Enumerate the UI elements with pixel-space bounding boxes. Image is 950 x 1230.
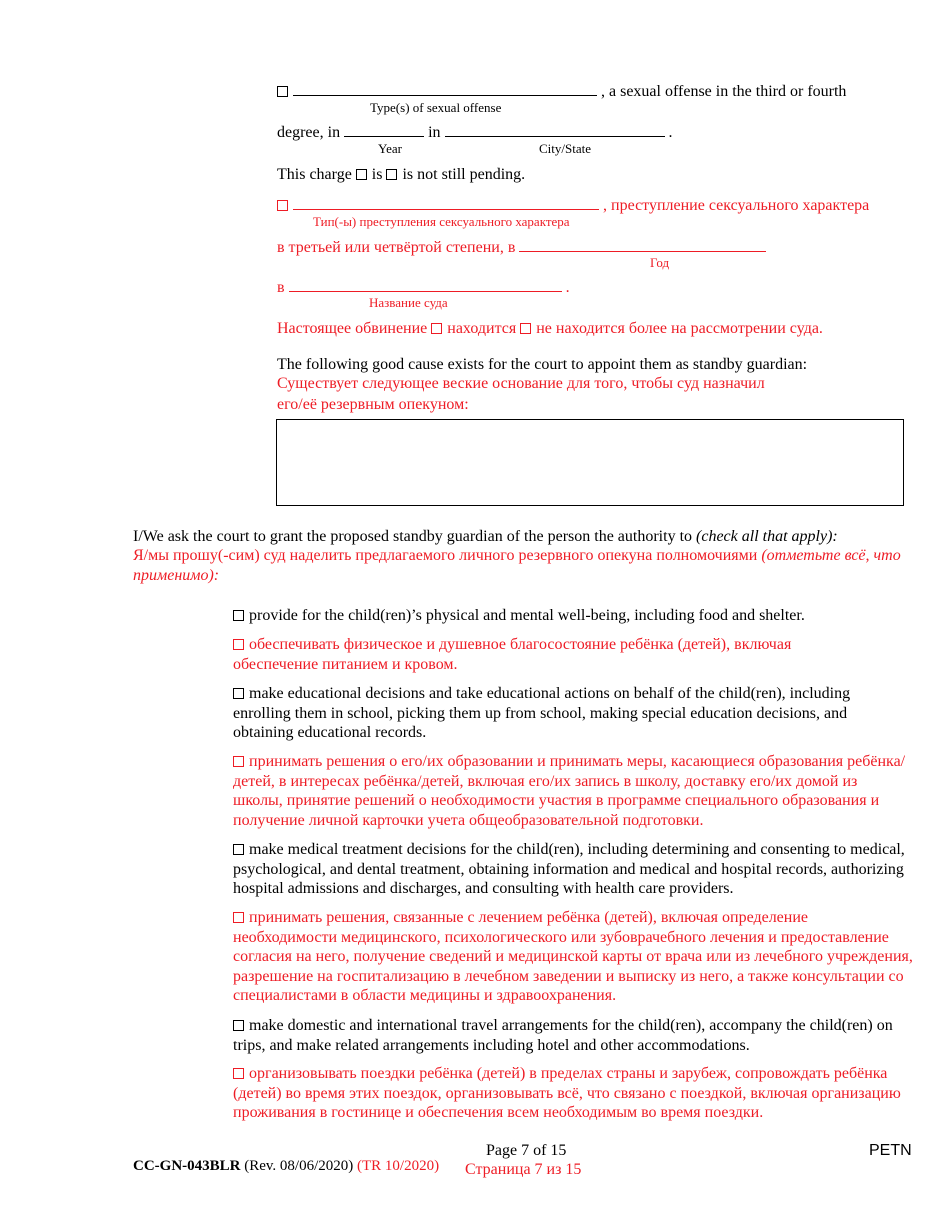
option-3-ru xyxy=(233,908,913,1006)
request-en-text: I/We ask the court to grant the proposed standby guardian of the person the authority to xyxy=(133,528,693,545)
offense-type-caption-ru: Тип(-ы) преступления сексуального характера xyxy=(313,214,570,229)
option-1-text-en: provide for the child(ren)’s physical and mental well-being, including food and shelter. xyxy=(249,607,805,624)
page-number-en: Page 7 of 15 xyxy=(486,1142,567,1159)
request-en-note: (check all that apply): xyxy=(696,528,838,545)
is-label-ru: находится xyxy=(447,320,517,337)
option-3-text-ru: принимать решения, связанные с лечением ребёнка (детей), включая определение необходимости медицинского, психологического или зубоврачебного лечения и предоставление согласия на него, получение сведений и медицинской карты от врача или из лечебного учреждения, разрешение на госпитализацию в лечебном заведении и выписку из него, а также консультации со специалистами в области медицины и здравоохранения. xyxy=(233,909,913,1004)
is-not-label-ru: не находится более на рассмотрении суда. xyxy=(536,320,823,337)
degree-prefix-ru: в третьей или четвёртой степени, в xyxy=(277,239,516,256)
option-2-text-ru: принимать решения о его/их образовании и принимать меры, касающиеся образования ребёнка/детей, в интересах ребёнка/детей, включая его/их запись в школу, доставку его/их домой из школы, принятие решений о необходимости участия в программе специального образования и получение личной карточки учета общеобразовательной подготовки. xyxy=(233,753,906,829)
form-id-line xyxy=(133,1157,439,1176)
option-3-checkbox-ru[interactable] xyxy=(233,912,244,923)
offense-type-field-en[interactable] xyxy=(293,81,597,96)
request-ru-text: Я/мы прошу(-сим) суд наделить предлагаемого личного резервного опекуна полномочиями xyxy=(133,547,758,564)
form-code: PETN xyxy=(869,1142,912,1159)
offense-type-caption-en: Type(s) of sexual offense xyxy=(370,100,502,115)
option-2-en xyxy=(233,684,903,743)
is-not-label-en: is not still pending. xyxy=(402,166,526,183)
option-2-ru xyxy=(233,752,908,830)
year-field-ru[interactable] xyxy=(519,237,766,252)
offense-type-line-en xyxy=(277,81,846,101)
form-revision: (Rev. 08/06/2020) xyxy=(244,1158,354,1174)
good-cause-ru-line1: Существует следующее веские основание для того, чтобы суд назначил xyxy=(277,375,765,392)
offense-type-field-ru[interactable] xyxy=(293,195,599,210)
offense-suffix-en: , a sexual offense in the third or fourth xyxy=(601,83,847,100)
offense-suffix-ru: , преступление сексуального характера xyxy=(603,197,870,214)
option-1-checkbox-ru[interactable] xyxy=(233,639,244,650)
form-translation-rev: (TR 10/2020) xyxy=(357,1158,440,1174)
pending-prefix-en: This charge xyxy=(277,166,352,183)
city-caption-en: City/State xyxy=(539,141,591,156)
request-ru-note: (отметьте всё, что применимо): xyxy=(133,547,901,584)
pending-prefix-ru: Настоящее обвинение xyxy=(277,320,428,337)
offense-checkbox-en[interactable] xyxy=(277,86,288,97)
option-4-checkbox-en[interactable] xyxy=(233,1020,244,1031)
option-4-text-en: make domestic and international travel arrangements for the child(ren), accompany the child(ren) on trips, and make related arrangements including hotel and other accommodations. xyxy=(233,1017,893,1054)
city-state-field-en[interactable] xyxy=(445,122,665,137)
good-cause-en: The following good cause exists for the court to appoint them as standby guardian: xyxy=(277,356,808,373)
court-field-ru[interactable] xyxy=(289,277,562,292)
option-2-text-en: make educational decisions and take educational actions on behalf of the child(ren), including enrolling them in school, picking them up from school, making special education decisions, and obtaining educational records. xyxy=(233,685,851,741)
option-4-text-ru: организовывать поездки ребёнка (детей) в пределах страны и зарубеж, сопровождать ребёнка (детей) во время этих поездок, организовывать всё, что связано с поездкой, включая организацию проживания в гостинице и обеспечения всем необходимым во время поездки. xyxy=(233,1065,901,1121)
request-en xyxy=(133,527,838,546)
option-3-text-en: make medical treatment decisions for the child(ren), including determining and consenting to medical, psychological, and dental treatment, obtaining information and medical and hospital records, authorizing hospital admissions and discharges, and consulting with health care providers. xyxy=(233,841,905,897)
year-caption-en: Year xyxy=(378,141,402,156)
option-1-en xyxy=(233,606,923,626)
good-cause-text-box[interactable] xyxy=(276,419,904,506)
option-3-en xyxy=(233,840,918,899)
in-word-en: in xyxy=(428,124,441,141)
option-1-ru xyxy=(233,635,873,674)
offense-checkbox-ru[interactable] xyxy=(277,200,288,211)
option-4-en xyxy=(233,1016,903,1055)
is-not-pending-checkbox-en[interactable] xyxy=(386,169,397,180)
option-2-checkbox-ru[interactable] xyxy=(233,756,244,767)
form-id: CC-GN-043BLR xyxy=(133,1158,241,1174)
is-pending-checkbox-en[interactable] xyxy=(356,169,367,180)
degree-line-en: degree, in in . xyxy=(277,124,673,141)
request-ru xyxy=(133,546,903,585)
pending-line-en xyxy=(277,165,525,184)
option-4-checkbox-ru[interactable] xyxy=(233,1068,244,1079)
page-number-ru: Страница 7 из 15 xyxy=(465,1161,582,1178)
degree-line-ru xyxy=(277,237,766,257)
option-1-text-ru: обеспечивать физическое и душевное благосостояние ребёнка (детей), включая обеспечение питанием и кровом. xyxy=(233,636,792,673)
option-3-checkbox-en[interactable] xyxy=(233,844,244,855)
pending-line-ru xyxy=(277,319,823,338)
is-not-pending-checkbox-ru[interactable] xyxy=(520,323,531,334)
is-pending-checkbox-ru[interactable] xyxy=(431,323,442,334)
option-2-checkbox-en[interactable] xyxy=(233,688,244,699)
degree-prefix-en: degree, in xyxy=(277,124,341,141)
court-line-ru: в . xyxy=(277,279,570,296)
option-1-checkbox-en[interactable] xyxy=(233,610,244,621)
year-caption-ru: Год xyxy=(650,255,670,270)
offense-type-line-ru xyxy=(277,195,869,215)
year-field-en[interactable] xyxy=(344,122,424,137)
v-word-ru: в xyxy=(277,279,285,296)
good-cause-ru-line2: его/её резервным опекуном: xyxy=(277,396,469,413)
court-caption-ru: Название суда xyxy=(369,295,448,310)
is-label-en: is xyxy=(371,166,383,183)
option-4-ru xyxy=(233,1064,913,1123)
